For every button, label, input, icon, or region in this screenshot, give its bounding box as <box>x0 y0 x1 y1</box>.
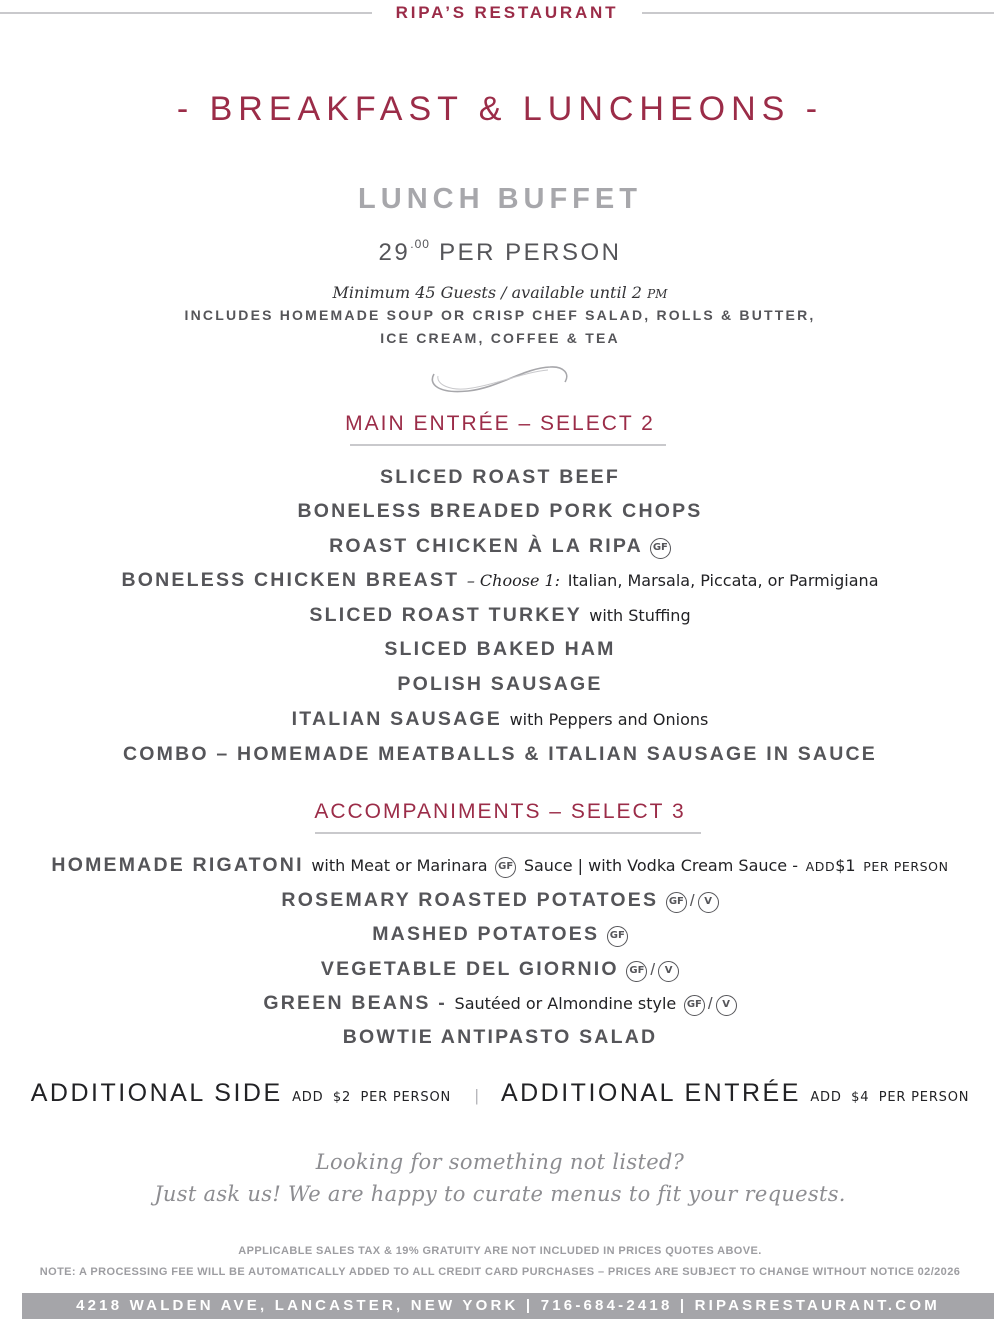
entree-item <box>0 743 1000 766</box>
accompaniment-item <box>0 923 1000 947</box>
entree-item <box>0 500 1000 523</box>
additional-side-per: PER PERSON <box>360 1090 451 1105</box>
minimum-guests <box>0 283 1000 302</box>
entree-item-name: BONELESS BREADED PORK CHOPS <box>297 500 703 522</box>
entree-item-note: with Stuffing <box>589 606 691 625</box>
accompaniment-add-per: PER PERSON <box>863 859 949 874</box>
entree-item-name: COMBO – HOMEMADE MEATBALLS & ITALIAN SAUSAGE IN SAUCE <box>123 743 877 765</box>
custom-request-line-1: Looking for something not listed? <box>315 1150 685 1174</box>
entree-item-note: Italian, Marsala, Piccata, or Parmigiana <box>567 571 879 590</box>
accompaniment-add-label: ADD <box>805 859 836 874</box>
minimum-text: Minimum 45 Guests / available until 2 <box>332 283 642 302</box>
section-title: - BREAKFAST & LUNCHEONS - <box>176 90 824 128</box>
additional-options <box>0 1079 1000 1108</box>
accompaniment-item-name: ROSEMARY ROASTED POTATOES <box>281 889 659 911</box>
footer-contact-bar: 4218 WALDEN AVE, LANCASTER, NEW YORK | 716-684-2418 | RIPASRESTAURANT.COM <box>22 1293 994 1319</box>
additional-entree-amount: $4 <box>851 1090 870 1105</box>
entree-item <box>0 604 1000 627</box>
minimum-pm: PM <box>647 287 668 301</box>
accompaniment-item-note: Sauce | with Vodka Cream Sauce - <box>523 856 799 875</box>
entree-item-name: ROAST CHICKEN À LA RIPA <box>329 535 643 557</box>
accompaniment-item <box>0 1026 1000 1049</box>
entree-item <box>0 708 1000 731</box>
accompaniment-item-name: BOWTIE ANTIPASTO SALAD <box>342 1026 658 1048</box>
entree-item-name: SLICED ROAST TURKEY <box>309 604 582 626</box>
entree-item-name: POLISH SAUSAGE <box>397 673 603 695</box>
additional-side-add: ADD <box>292 1090 324 1105</box>
entree-item-name: BONELESS CHICKEN BREAST <box>121 569 460 591</box>
additional-side-amount: $2 <box>332 1090 352 1105</box>
tax-notice: APPLICABLE SALES TAX & 19% GRATUITY ARE NOT INCLUDED IN PRICES QUOTES ABOVE. <box>238 1245 762 1257</box>
accompaniments-heading: ACCOMPANIMENTS – SELECT 3 <box>314 800 686 823</box>
badge-separator: / <box>707 994 713 1013</box>
gluten-free-icon: GF <box>495 857 516 878</box>
includes-line-1: INCLUDES HOMEMADE SOUP OR CRISP CHEF SALAD, ROLLS & BUTTER, <box>184 307 816 323</box>
restaurant-name: RIPA’S RESTAURANT <box>395 3 619 22</box>
additional-side-label: ADDITIONAL SIDE <box>30 1079 283 1107</box>
entree-item-note: with Peppers and Onions <box>509 710 709 729</box>
accompaniment-item-name: MASHED POTATOES <box>372 923 600 945</box>
additional-entree-label: ADDITIONAL ENTRÉE <box>500 1079 801 1107</box>
price-main: 29 <box>378 239 411 266</box>
entree-item-name: SLICED ROAST BEEF <box>380 466 620 488</box>
header-rule-right <box>642 12 994 14</box>
header-rule-left <box>0 12 372 14</box>
accompaniments-underline <box>315 832 701 834</box>
entree-item-choose: – Choose 1: <box>466 571 561 590</box>
vegetarian-icon: V <box>698 892 719 913</box>
gluten-free-icon: GF <box>626 961 647 982</box>
accompaniment-add-amount: $1 <box>835 856 856 875</box>
entree-item <box>0 466 1000 489</box>
entree-item <box>0 638 1000 661</box>
accompaniment-item <box>0 958 1000 982</box>
additional-entree-per: PER PERSON <box>878 1090 970 1105</box>
buffet-title: LUNCH BUFFET <box>358 183 642 215</box>
accompaniment-item-note: with Meat or Marinara <box>311 856 488 875</box>
accompaniment-item-name: VEGETABLE DEL GIORNIO <box>320 958 619 980</box>
processing-fee-notice: NOTE: A PROCESSING FEE WILL BE AUTOMATICALLY ADDED TO ALL CREDIT CARD PURCHASES – PRICES ARE SUBJECT TO CHANGE WITHOUT NOTICE 02/2026 <box>39 1266 961 1278</box>
entree-item <box>0 569 1000 592</box>
accompaniment-item <box>0 854 1000 878</box>
additional-entree-add: ADD <box>810 1090 842 1105</box>
entree-item-name: ITALIAN SAUSAGE <box>291 708 502 730</box>
additional-separator: | <box>474 1086 479 1105</box>
accompaniment-item <box>0 992 1000 1016</box>
price-cents: .00 <box>410 237 430 251</box>
main-entree-heading: MAIN ENTRÉE – SELECT 2 <box>345 412 655 435</box>
entree-item <box>0 673 1000 696</box>
vegetarian-icon: V <box>716 995 737 1016</box>
accompaniment-item-name: GREEN BEANS - <box>263 992 447 1014</box>
badge-separator: / <box>650 960 656 979</box>
gluten-free-icon: GF <box>607 926 628 947</box>
gluten-free-icon: GF <box>666 892 687 913</box>
accompaniment-item-note: Sautéed or Almondine style <box>454 994 677 1013</box>
includes-line-2: ICE CREAM, COFFEE & TEA <box>380 330 620 346</box>
main-entree-underline <box>350 444 666 446</box>
flourish-ornament-icon <box>428 362 572 396</box>
gluten-free-icon: GF <box>650 538 671 559</box>
entree-item-name: SLICED BAKED HAM <box>384 638 616 660</box>
vegetarian-icon: V <box>658 961 679 982</box>
accompaniment-item <box>0 889 1000 913</box>
entree-item <box>0 535 1000 559</box>
badge-separator: / <box>689 891 695 910</box>
custom-request-line-2: Just ask us! We are happy to curate menus to fit your requests. <box>154 1182 846 1206</box>
accompaniment-item-name: HOMEMADE RIGATONI <box>51 854 304 876</box>
buffet-price <box>0 237 1000 267</box>
gluten-free-icon: GF <box>684 995 705 1016</box>
price-suffix: PER PERSON <box>439 239 622 266</box>
